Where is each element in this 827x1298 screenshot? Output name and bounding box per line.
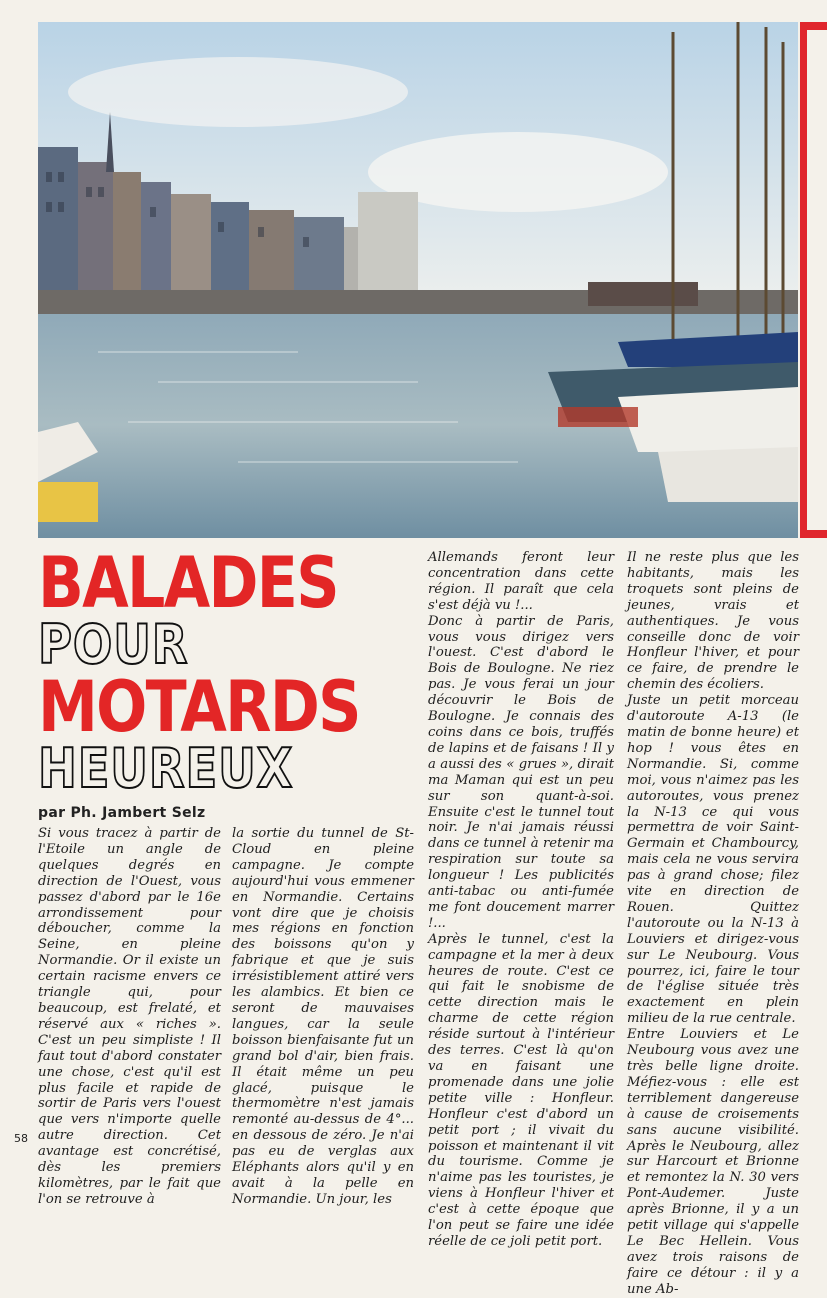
text-column-3 bbox=[428, 550, 614, 1249]
byline: par Ph. Jambert Selz bbox=[38, 805, 206, 821]
article-title bbox=[38, 542, 418, 800]
harbor-photo bbox=[38, 22, 798, 538]
paragraph: Après le tunnel, c'est la campagne et la mer à deux heures de route. C'est ce qui fait le snobisme de cette direction mais le charme de cette région réside surtout à l'intérieur des terres. C'est là qu'on va en faisant une promenade dans une jolie petite ville : Honfleur. Honfleur c'est d'abord un petit port ; il vivait du poisson et maintenant il vit du tourisme. Comme je n'aime pas les touristes, je viens à Honfleur l'hiver et c'est à cette époque que l'on peut se faire une idée réelle de ce joli petit port. bbox=[428, 931, 614, 1249]
text-column-4 bbox=[627, 550, 799, 1297]
title-line-balades: BALADES bbox=[38, 542, 338, 624]
paragraph: Allemands feront leur concentration dans cette région. Il paraît que cela s'est déjà vu !... bbox=[428, 550, 614, 613]
page-number: 58 bbox=[14, 1132, 28, 1145]
text-column-1 bbox=[38, 826, 221, 1207]
paragraph: la sortie du tunnel de St-Cloud en pleine campagne. Je compte aujourd'hui vous emmener en Normandie. Certains vont dire que je choisis mes régions en fonction des boissons qu'on y fabrique et que je suis irrésistiblement attiré vers les alambics. Et bien ce seront de mauvaises langues, car la seule boisson bienfaisante fut un grand bol d'air, bien frais. Il était même un peu glacé, puisque le thermomètre n'est jamais remonté au-dessus de 4°... en dessous de zéro. Je n'ai pas eu de verglas aux Eléphants alors qu'il y en avait à la pelle en Normandie. Un jour, les bbox=[232, 826, 414, 1207]
paragraph: Juste un petit morceau d'autoroute A-13 (le matin de bonne heure) et hop ! vous êtes en Normandie. Si, comme moi, vous n'aimez pas les autoroutes, vous prenez la N-13 ce qui vous permettra de voir Saint-Germain et Chambourcy, mais cela ne vous servira pas à grand chose; filez vite en direction de Rouen. Quittez l'autoroute ou la N-13 à Louviers et dirigez-vous sur Le Neubourg. Vous pourrez, ici, faire le tour de l'église située très exactement en plein milieu de la rue centrale. bbox=[627, 693, 799, 1027]
paragraph: Donc à partir de Paris, vous vous dirigez vers l'ouest. C'est d'abord le Bois de Boulogne. Ne riez pas. Je vous ferai un jour découvrir le Bois de Boulogne. Je connais des coins dans ce bois, truffés de lapins et de faisans ! Il y a aussi des « grues », dirait ma Maman qui est un peu sur son quant-à-soi. Ensuite c'est le tunnel tout noir. Je n'ai jamais réussi dans ce tunnel à retenir ma respiration sur toute sa longueur ! Les publicités anti-tabac ou anti-fumée me font doucement marrer !... bbox=[428, 613, 614, 931]
paragraph: Entre Louviers et Le Neubourg vous avez une très belle ligne droite. Méfiez-vous : elle est terriblement dangereuse à cause de croisements sans aucune visibilité. Après le Neubourg, allez sur Harcourt et Brionne et remontez la N. 30 vers Pont-Audemer. Juste après Brionne, il y a un petit village qui s'appelle Le Bec Hellein. Vous avez trois raisons de faire ce détour : il y a une Ab- bbox=[627, 1027, 799, 1297]
red-edge-tab bbox=[800, 22, 827, 538]
title-line-heureux: HEUREUX bbox=[38, 737, 294, 800]
title-line-pour: POUR bbox=[38, 613, 189, 676]
title-line-motards: MOTARDS bbox=[38, 666, 360, 748]
text-column-2 bbox=[232, 826, 414, 1207]
paragraph: Il ne reste plus que les habitants, mais les troquets sont pleins de jeunes, vrais et authentiques. Je vous conseille donc de voir Honfleur l'hiver, et pour ce faire, de prendre le chemin des écoliers. bbox=[627, 550, 799, 693]
harbor-photo-icon bbox=[38, 22, 798, 538]
paragraph: Si vous tracez à partir de l'Etoile un angle de quelques degrés en direction de l'Ouest, vous passez d'abord par le 16e arrondissement pour déboucher, comme la Seine, en pleine Normandie. Or il existe un certain racisme envers ce triangle qui, pour beaucoup, est frelaté, et réservé aux « riches ». C'est un peu simpliste ! Il faut tout d'abord constater une chose, c'est qu'il est plus facile et rapide de sortir de Paris vers l'ouest que vers n'importe quelle autre direction. Cet avantage est concrétisé, dès les premiers kilomètres, par le fait que l'on se retrouve à bbox=[38, 826, 221, 1207]
